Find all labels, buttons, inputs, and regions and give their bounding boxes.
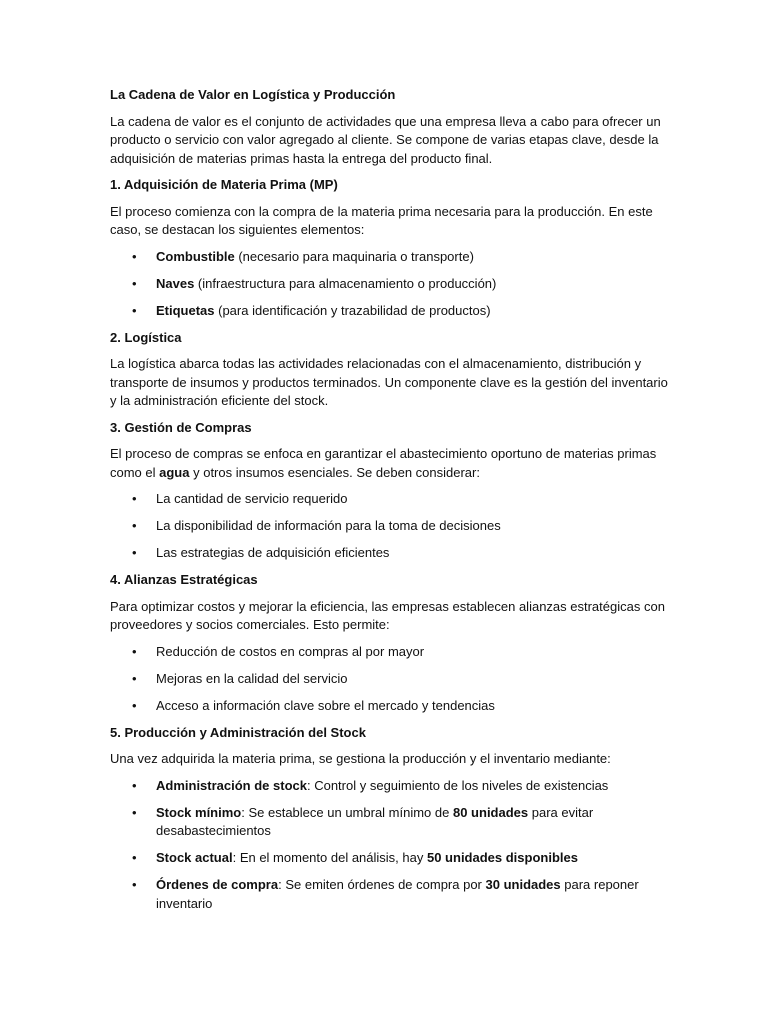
item-text: Las estrategias de adquisición eficientes — [156, 545, 390, 560]
item-text: La cantidad de servicio requerido — [156, 491, 348, 506]
item-bold-value: 30 unidades — [485, 877, 561, 892]
list-item — [110, 544, 668, 563]
item-text: (necesario para maquinaria o transporte) — [234, 248, 474, 264]
para-bold: agua — [159, 464, 190, 480]
item-bold-value: 80 unidades — [452, 804, 529, 820]
item-text: para reponer inventario — [156, 877, 639, 911]
para-text: El proceso de compras se enfoca en garantizar el abastecimiento oportuno de materias primas como el — [110, 446, 657, 480]
bullet-icon: • — [132, 491, 137, 506]
section-3-list — [110, 490, 668, 563]
list-item — [110, 517, 668, 536]
item-text: Mejoras en la calidad del servicio — [156, 670, 348, 686]
list-item — [110, 697, 668, 716]
section-4-heading: 4. Alianzas Estratégicas — [110, 572, 258, 587]
item-text: La disponibilidad de información para la toma de decisiones — [156, 518, 501, 533]
item-bold-value: 50 unidades disponibles — [426, 850, 578, 865]
item-text: Acceso a información clave sobre el mercado y tendencias — [156, 697, 495, 713]
item-text: : Control y seguimiento de los niveles de existencias — [306, 777, 609, 793]
list-item — [110, 804, 668, 841]
item-text: : Se emiten órdenes de compra por — [278, 877, 486, 892]
bullet-icon: • — [132, 302, 137, 318]
section-2-paragraph: La logística abarca todas las actividades relacionadas con el almacenamiento, distribución y transporte de insumos y productos terminados. Un componente clave es la gestión del inventario y la administración eficiente del stock. — [110, 356, 668, 408]
section-1-list — [110, 248, 668, 321]
item-bold: Administración de stock — [156, 777, 307, 793]
section-1-paragraph: El proceso comienza con la compra de la materia prima necesaria para la producción. En este caso, se destacan los siguientes elementos: — [110, 203, 653, 237]
document-title: La Cadena de Valor en Logística y Producción — [110, 87, 396, 102]
list-item — [110, 490, 668, 509]
section-4-list — [110, 643, 668, 716]
para-text: y otros insumos esenciales. Se deben considerar: — [189, 464, 480, 480]
bullet-icon: • — [132, 777, 137, 793]
intro-paragraph: La cadena de valor es el conjunto de actividades que una empresa lleva a cabo para ofrecer un producto o servicio con valor agregado al cliente. Se compone de varias etapas clave, desde la adquisición de materias primas hasta la entrega del producto final. — [110, 113, 661, 166]
item-text: : Se establece un umbral mínimo de — [241, 804, 453, 820]
item-text: para evitar desabastecimientos — [156, 804, 594, 838]
item-bold: Combustible — [156, 248, 235, 264]
section-4-paragraph: Para optimizar costos y mejorar la eficiencia, las empresas establecen alianzas estratégicas con proveedores y socios comerciales. Esto permite: — [110, 598, 665, 632]
item-bold: Stock mínimo — [156, 804, 242, 820]
section-5-list — [110, 777, 668, 914]
item-bold: Stock actual — [156, 850, 233, 865]
bullet-icon: • — [132, 697, 137, 713]
section-5-heading: 5. Producción y Administración del Stock — [110, 724, 366, 740]
section-5-paragraph: Una vez adquirida la materia prima, se gestiona la producción y el inventario mediante: — [110, 751, 611, 766]
section-2-heading: 2. Logística — [110, 329, 182, 345]
item-bold: Etiquetas — [156, 302, 215, 318]
list-item — [110, 777, 668, 796]
list-item — [110, 248, 668, 267]
section-3-heading: 3. Gestión de Compras — [110, 419, 252, 435]
list-item — [110, 302, 668, 321]
bullet-icon: • — [132, 545, 137, 560]
bullet-icon: • — [132, 518, 137, 533]
item-bold: Órdenes de compra — [156, 877, 279, 892]
item-text: Reducción de costos en compras al por mayor — [156, 643, 425, 659]
section-1-heading: 1. Adquisición de Materia Prima (MP) — [110, 177, 338, 192]
bullet-icon: • — [132, 850, 137, 865]
item-text: (infraestructura para almacenamiento o producción) — [194, 275, 497, 291]
bullet-icon: • — [132, 643, 137, 659]
bullet-icon: • — [132, 275, 137, 291]
list-item — [110, 275, 668, 294]
list-item — [110, 849, 668, 868]
section-3-paragraph — [110, 445, 668, 482]
list-item — [110, 670, 668, 689]
bullet-icon: • — [132, 248, 137, 264]
list-item — [110, 876, 668, 913]
bullet-icon: • — [132, 670, 137, 686]
item-bold: Naves — [156, 275, 195, 291]
bullet-icon: • — [132, 804, 137, 820]
item-text: (para identificación y trazabilidad de productos) — [214, 302, 491, 318]
list-item — [110, 643, 668, 662]
item-text: : En el momento del análisis, hay — [232, 850, 427, 865]
bullet-icon: • — [132, 877, 137, 892]
